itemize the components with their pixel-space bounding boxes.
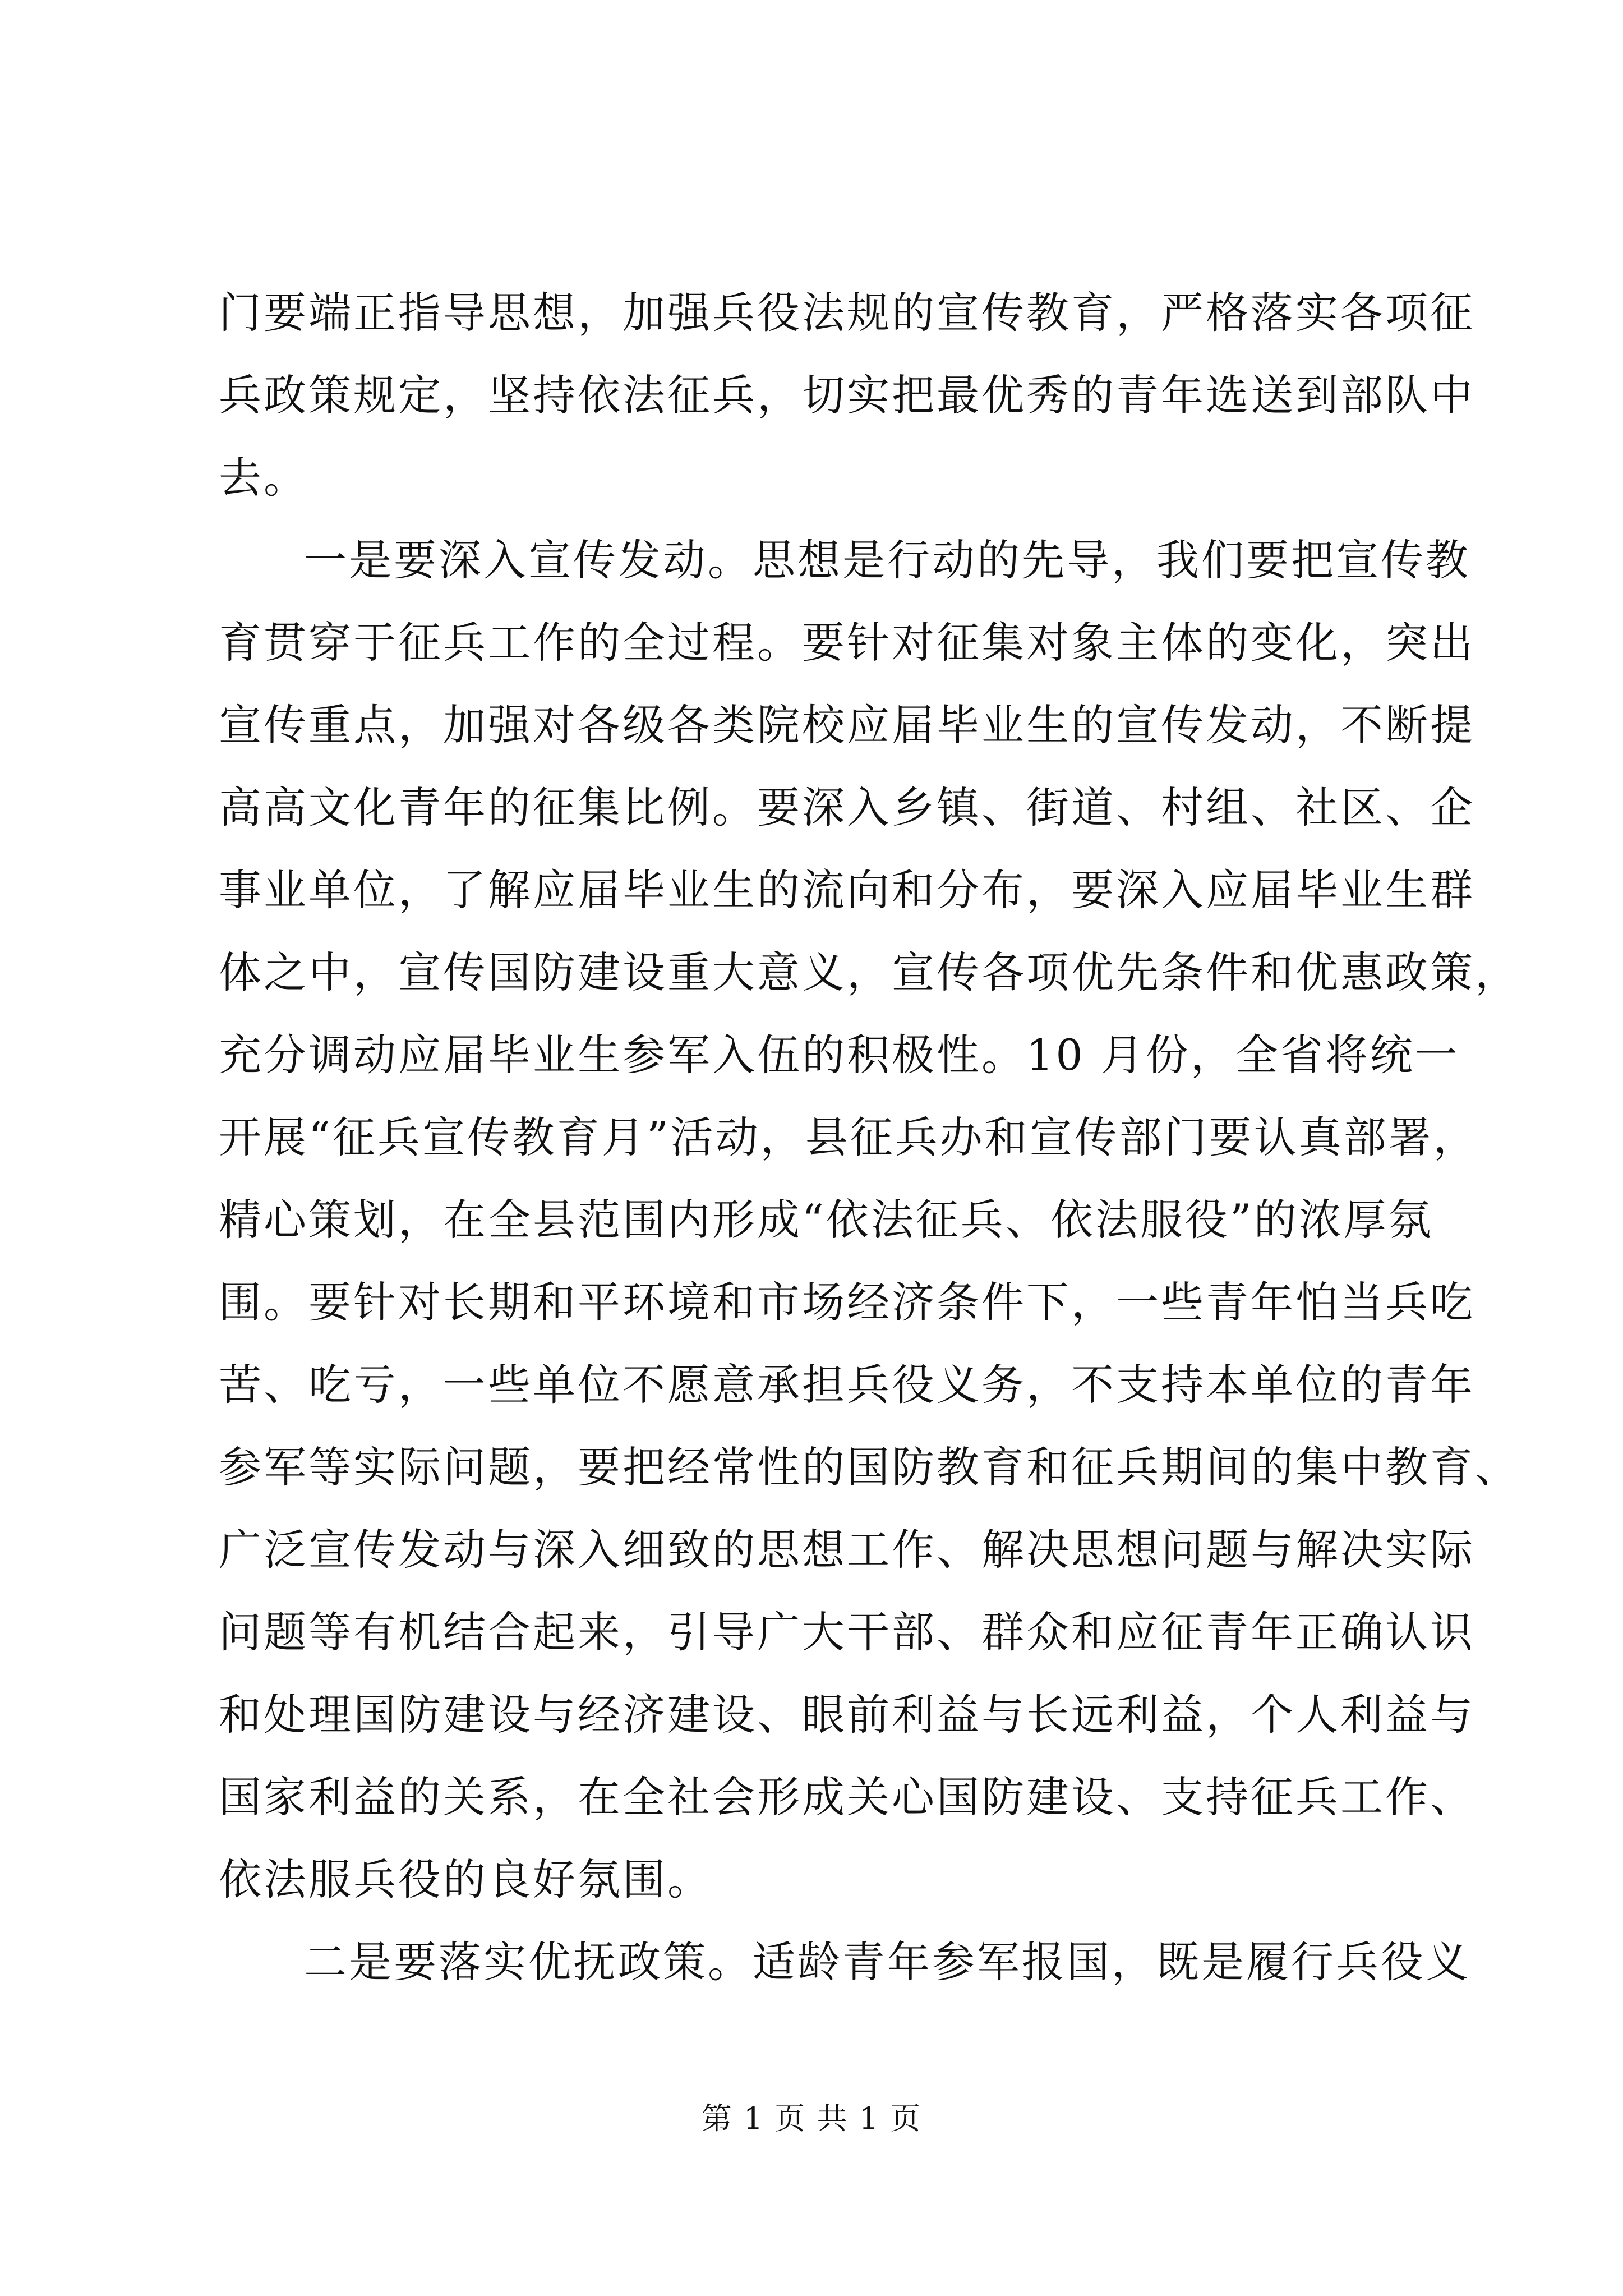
body-text-line: 高高文化青年的征集比例。要深入乡镇、街道、村组、社区、企 bbox=[219, 783, 1475, 832]
body-text-line: 去。 bbox=[219, 453, 308, 503]
body-text-line: 事业单位，了解应届毕业生的流向和分布，要深入应届毕业生群 bbox=[219, 865, 1475, 915]
body-text-line: 依法服兵役的良好氛围。 bbox=[219, 1855, 712, 1904]
paragraph-start-line: 二是要落实优抚政策。适龄青年参军报国，既是履行兵役义 bbox=[304, 1937, 1470, 1987]
page-number-footer: 第 1 页 共 1 页 bbox=[701, 2101, 922, 2136]
body-text-line: 国家利益的关系，在全社会形成关心国防建设、支持征兵工作、 bbox=[219, 1772, 1475, 1822]
body-text-line: 广泛宣传发动与深入细致的思想工作、解决思想问题与解决实际 bbox=[219, 1525, 1475, 1575]
paragraph-start-line: 一是要深入宣传发动。思想是行动的先导，我们要把宣传教 bbox=[304, 535, 1470, 585]
body-text-line: 苦、吃亏，一些单位不愿意承担兵役义务，不支持本单位的青年 bbox=[219, 1360, 1475, 1410]
body-text-line: 精心策划，在全县范围内形成“依法征兵、依法服役”的浓厚氛 bbox=[219, 1195, 1433, 1245]
body-text-line: 问题等有机结合起来，引导广大干部、群众和应征青年正确认识 bbox=[219, 1607, 1475, 1657]
body-text-line: 和处理国防建设与经济建设、眼前利益与长远利益，个人利益与 bbox=[219, 1690, 1475, 1740]
body-text-line: 兵政策规定，坚持依法征兵，切实把最优秀的青年选送到部队中 bbox=[219, 370, 1475, 420]
body-text-line: 宣传重点，加强对各级各类院校应届毕业生的宣传发动，不断提 bbox=[219, 700, 1475, 750]
body-text-line: 体之中，宣传国防建设重大意义，宣传各项优先条件和优惠政策， bbox=[219, 947, 1520, 997]
body-text-line: 充分调动应届毕业生参军入伍的积极性。10 月份，全省将统一 bbox=[219, 1030, 1460, 1080]
body-text-line: 开展“征兵宣传教育月”活动，县征兵办和宣传部门要认真部署， bbox=[219, 1112, 1478, 1162]
body-text-line: 育贯穿于征兵工作的全过程。要针对征集对象主体的变化，突出 bbox=[219, 618, 1475, 668]
body-text-line: 参军等实际问题，要把经常性的国防教育和征兵期间的集中教育、 bbox=[219, 1442, 1520, 1492]
body-text-line: 围。要针对长期和平环境和市场经济条件下，一些青年怕当兵吃 bbox=[219, 1277, 1475, 1327]
body-text-line: 门要端正指导思想，加强兵役法规的宣传教育，严格落实各项征 bbox=[219, 288, 1475, 338]
